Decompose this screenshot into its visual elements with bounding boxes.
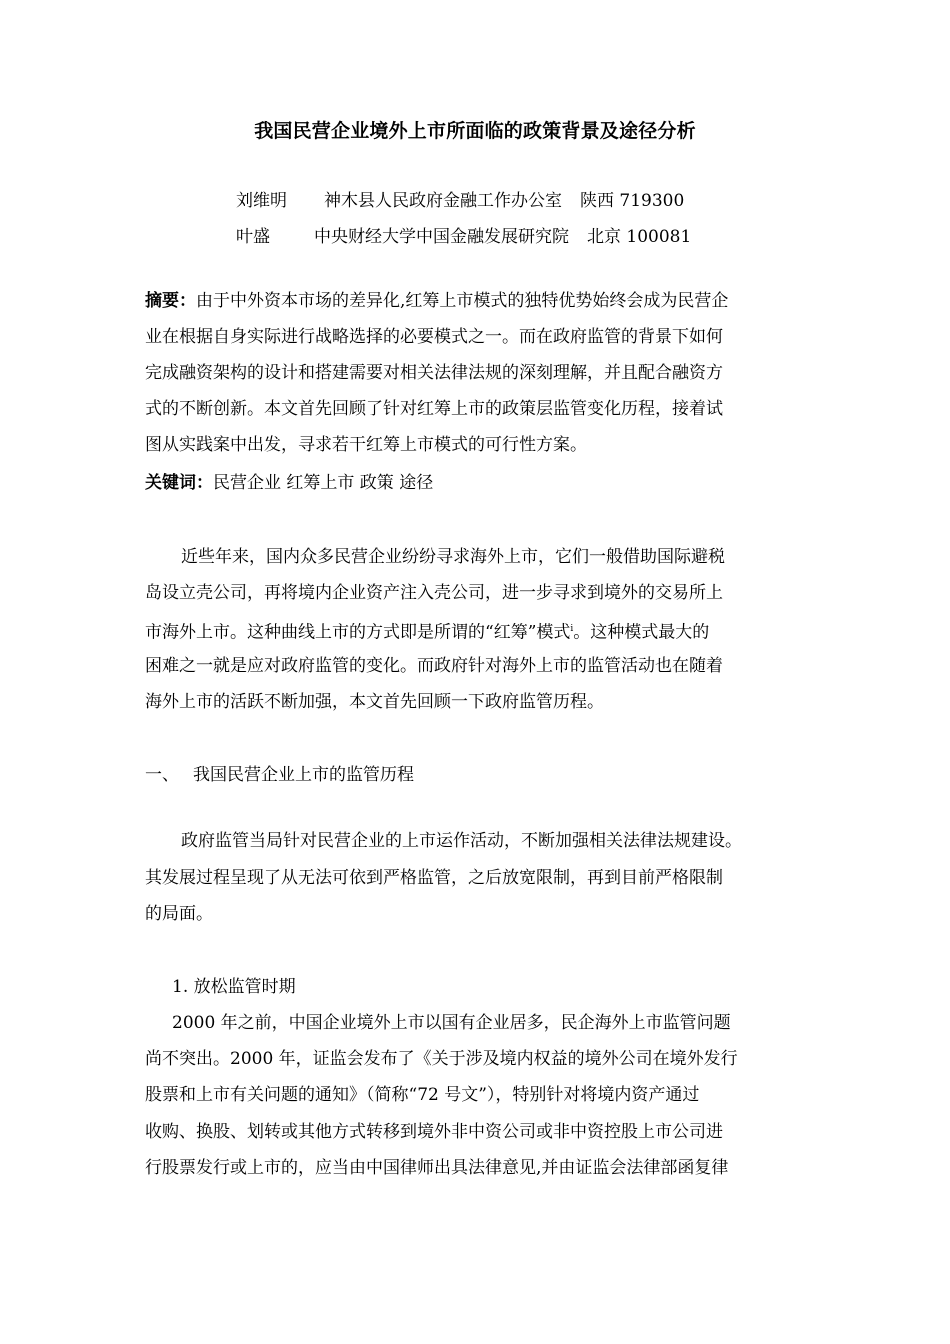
body-line: 股票和上市有关问题的通知》（简称“72 号文”），特别针对将境内资产通过 [145, 1085, 700, 1105]
body-line: 困难之一就是应对政府监管的变化。而政府针对海外上市的监管活动也在随着 [145, 656, 723, 676]
paper-title: 我国民营企业境外上市所面临的政策背景及途径分析 [254, 120, 696, 142]
body-line: 行股票发行或上市的，应当由中国律师出具法律意见,并由证监会法律部函复律 [145, 1158, 729, 1178]
abstract-line: 式的不断创新。本文首先回顾了针对红筹上市的政策层监管变化历程，接着试 [145, 399, 723, 419]
section-heading [145, 763, 414, 787]
body-line: 近些年来，国内众多民营企业纷纷寻求海外上市，它们一般借助国际避税 [181, 547, 725, 567]
abstract-text: 由于中外资本市场的差异化,红筹上市模式的独特优势始终会成为民营企 [196, 291, 729, 311]
author-name: 叶盛 [236, 227, 270, 247]
author-line-1 [236, 186, 684, 211]
body-line: 的局面。 [145, 904, 213, 924]
keywords-label: 关键词： [145, 473, 213, 493]
keywords-text: 民营企业 红筹上市 政策 途径 [213, 473, 434, 493]
body-line: 收购、换股、划转或其他方式转移到境外非中资公司或非中资控股上市公司进 [145, 1122, 723, 1142]
section-number: 一、 [145, 765, 179, 785]
body-line: 岛设立壳公司，再将境内企业资产注入壳公司，进一步寻求到境外的交易所上 [145, 583, 723, 603]
abstract-line [145, 289, 728, 313]
body-text: 。这种模式最大的 [573, 622, 710, 643]
body-line: 其发展过程呈现了从无法可依到严格监管，之后放宽限制，再到目前严格限制 [145, 868, 723, 888]
abstract-line: 图从实践案中出发，寻求若干红筹上市模式的可行性方案。 [145, 435, 587, 455]
author-line-2 [236, 222, 691, 247]
body-line: 政府监管当局针对民营企业的上市运作活动，不断加强相关法律法规建设。 [181, 831, 742, 851]
author-affiliation: 中央财经大学中国金融发展研究院 [314, 227, 569, 247]
abstract-line: 完成融资架构的设计和搭建需要对相关法律法规的深刻理解，并且配合融资方 [145, 363, 723, 383]
body-text: 市海外上市。这种曲线上市的方式即是所谓的“红筹”模式 [145, 622, 571, 643]
body-line: 海外上市的活跃不断加强，本文首先回顾一下政府监管历程。 [145, 692, 604, 712]
footnote-marker[interactable]: i [570, 624, 574, 634]
keywords-line [145, 471, 433, 495]
body-line: 2000 年之前，中国企业境外上市以国有企业居多，民企海外上市监管问题 [172, 1013, 731, 1033]
author-location: 陕西 719300 [580, 191, 685, 211]
subsection-heading: 1. 放松监管时期 [172, 977, 296, 997]
body-line: 尚不突出。2000 年，证监会发布了《关于涉及境内权益的境外公司在境外发行 [145, 1049, 738, 1069]
author-location: 北京 100081 [587, 227, 692, 247]
author-affiliation: 神木县人民政府金融工作办公室 [324, 191, 562, 211]
body-line [145, 617, 709, 645]
abstract-label: 摘要： [145, 291, 196, 311]
abstract-line: 业在根据自身实际进行战略选择的必要模式之一。而在政府监管的背景下如何 [145, 327, 723, 347]
section-title: 我国民营企业上市的监管历程 [193, 765, 414, 785]
author-name: 刘维明 [236, 191, 287, 211]
